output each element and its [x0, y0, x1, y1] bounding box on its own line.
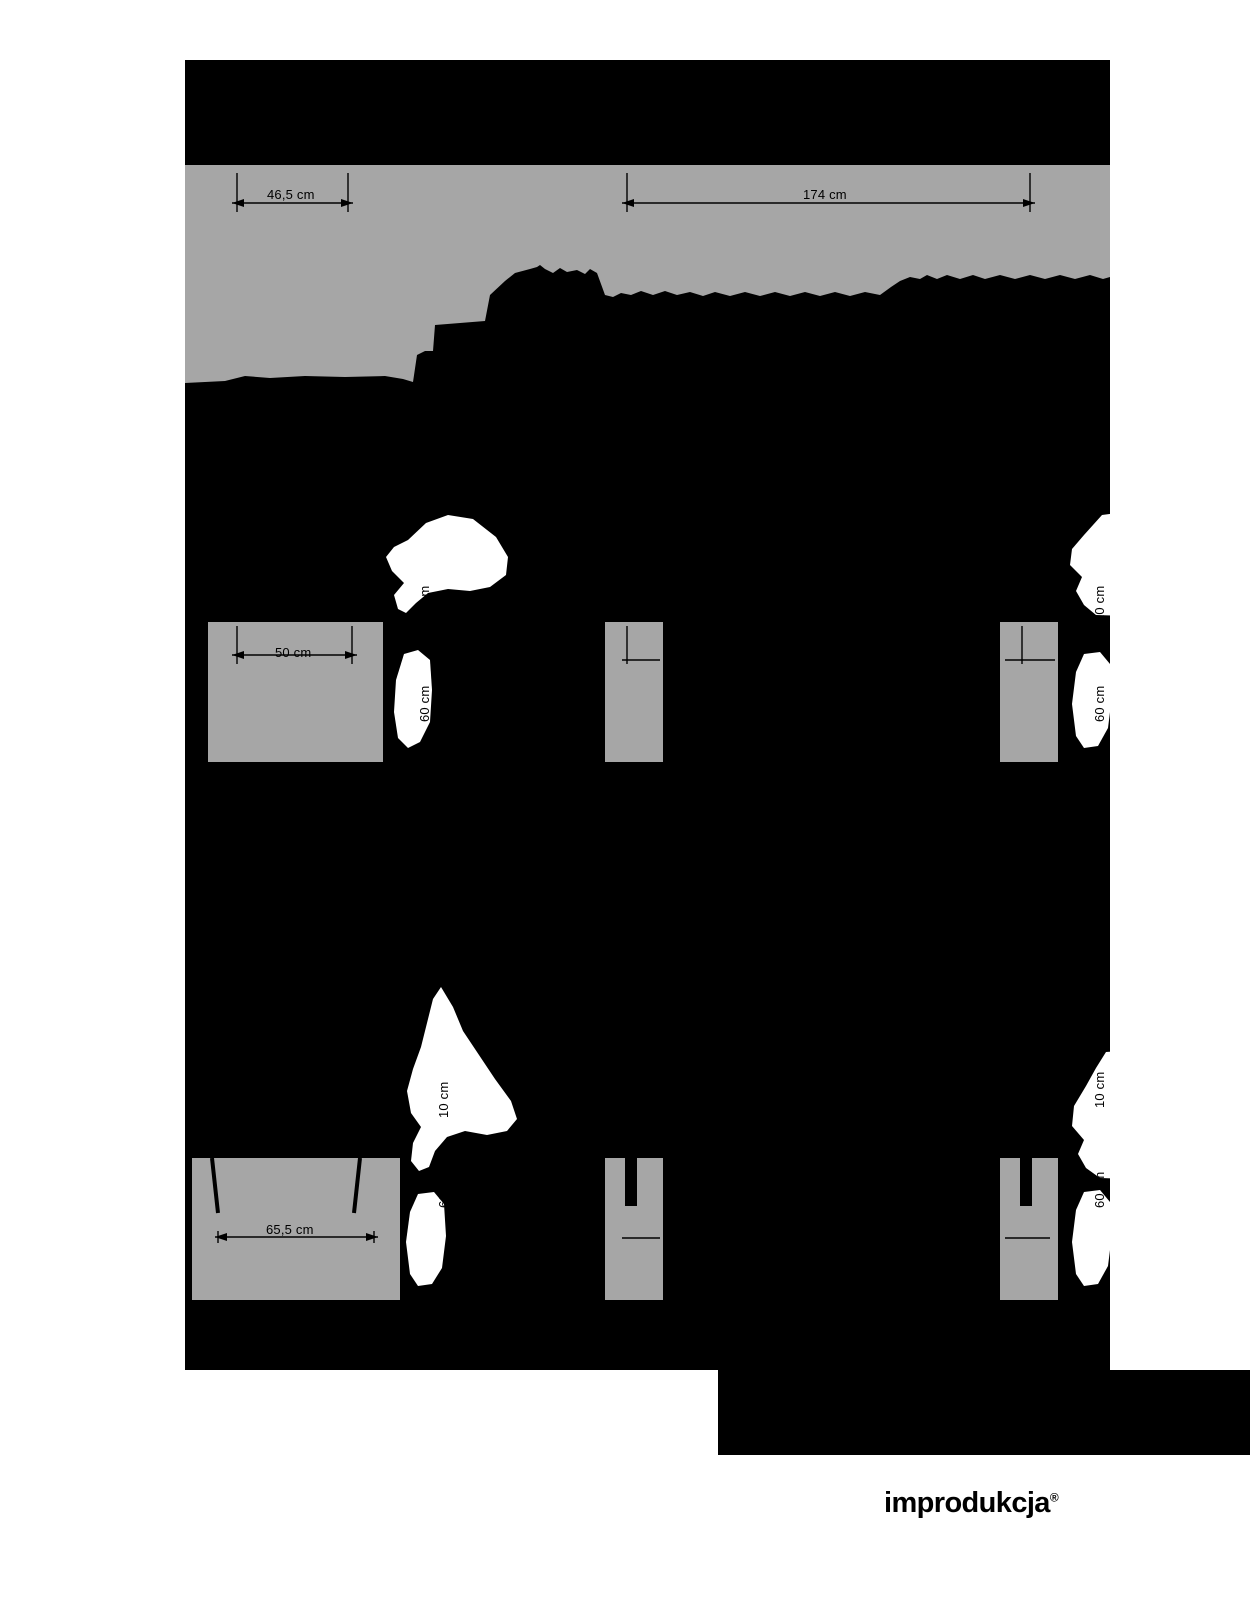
dimension-label-50: 50 cm [275, 645, 312, 660]
brand-logo [884, 1487, 1058, 1520]
dimension-label-60-lower-right: 60 cm [1092, 1171, 1107, 1208]
dimension-label-60-upper-right: 60 cm [1092, 685, 1107, 722]
dimension-label-174: 174 cm [803, 187, 847, 202]
brand-mark: ® [1049, 1490, 1059, 1505]
dimension-label-46-5: 46,5 cm [267, 187, 315, 202]
dimension-label-10-upper-right: 10 cm [1092, 585, 1107, 622]
dimension-label-60-upper-left: 60 cm [417, 685, 432, 722]
dimension-label-10-lower-right: 10 cm [1092, 1071, 1107, 1108]
dimension-label-10-lower-left: 10 cm [436, 1081, 451, 1118]
brand-name: improdukcja [884, 1487, 1050, 1519]
dimension-label-10-upper-left: 10 cm [417, 585, 432, 622]
dimension-label-60-lower-left: 60 cm [436, 1171, 451, 1208]
dimension-label-65-5: 65,5 cm [266, 1222, 314, 1237]
